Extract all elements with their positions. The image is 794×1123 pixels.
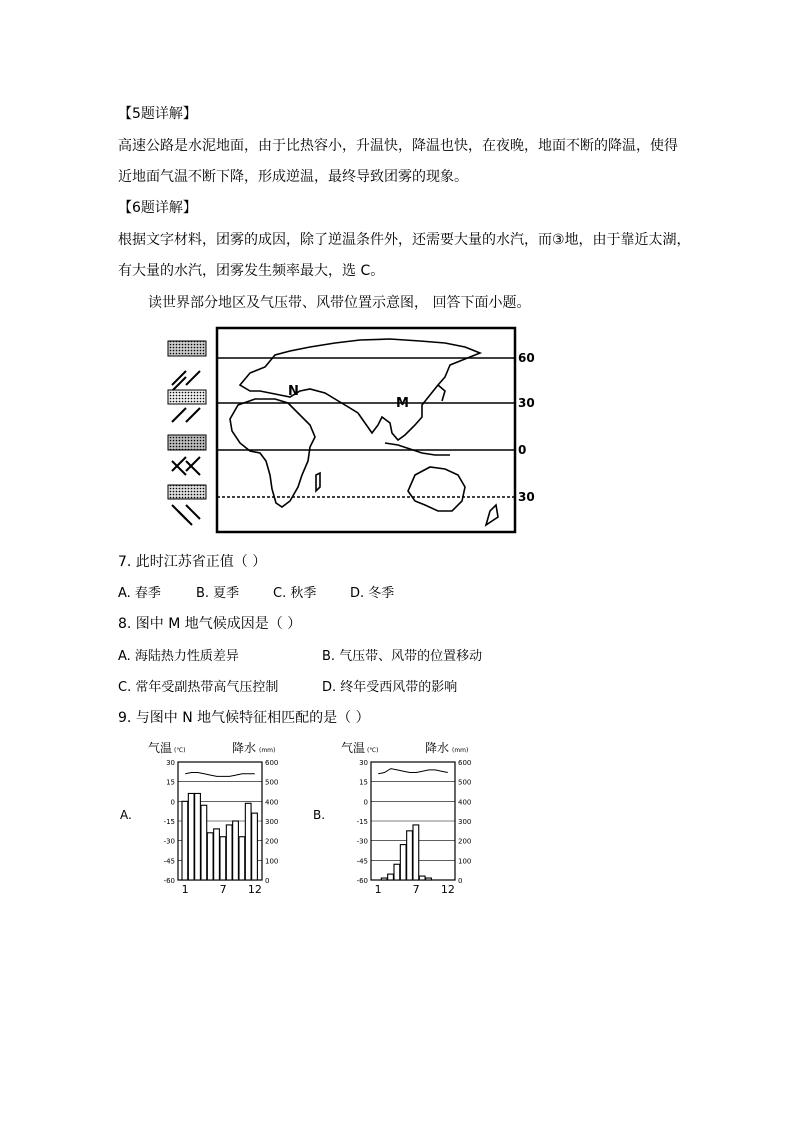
precip-bar	[426, 878, 432, 880]
month-tick-label: 12	[440, 883, 455, 896]
temp-axis-title: 气温	[341, 741, 366, 755]
precip-bar	[245, 803, 251, 880]
temp-axis-unit: (℃)	[174, 747, 186, 754]
temp-tick-label: -30	[356, 837, 368, 846]
temp-tick-label: 15	[166, 778, 175, 787]
precip-tick-label: 400	[458, 798, 472, 807]
precip-bar	[407, 831, 413, 880]
precip-tick-label: 300	[458, 818, 472, 826]
precip-bar	[195, 793, 201, 880]
world-pressure-wind-map	[160, 325, 540, 537]
climate-chart-b	[333, 740, 483, 900]
precip-tick-label: 0	[458, 877, 463, 885]
q7-option-a[interactable]: A. 春季	[118, 586, 161, 601]
temp-tick-label: -45	[356, 857, 368, 866]
precip-tick-label: 100	[265, 857, 279, 866]
wind-arrows-se-2	[172, 505, 200, 525]
lat-label-30n: 30	[518, 396, 535, 410]
precip-tick-label: 100	[458, 857, 472, 866]
temp-axis-unit: (℃)	[367, 747, 379, 754]
temp-tick-label: 30	[166, 759, 175, 767]
precip-bar	[233, 821, 239, 880]
q7-option-d[interactable]: D. 冬季	[350, 586, 395, 601]
precip-bar	[226, 825, 232, 880]
temp-tick-label: -45	[163, 857, 175, 866]
q9-option-b-label[interactable]: B.	[313, 808, 326, 822]
section5-text-line2: 近地面气温不断下降，形成逆温，最终导致团雾的现象。	[118, 169, 468, 185]
q8-option-b[interactable]: B. 气压带、风带的位置移动	[322, 649, 483, 664]
precip-bar	[239, 837, 245, 880]
precip-tick-label: 400	[265, 798, 279, 807]
temp-tick-label: 0	[170, 798, 175, 807]
section6-text-line1: 根据文字材料，团雾的成因，除了逆温条件外，还需要大量的水汽，而③地，由于靠近太湖，	[118, 232, 691, 248]
precip-bar	[394, 864, 400, 880]
precip-bar	[400, 845, 406, 880]
precip-bar	[388, 874, 394, 880]
q8-stem: 8. 图中 M 地气候成因是（ ）	[118, 616, 302, 632]
temp-tick-label: -30	[163, 837, 175, 846]
precip-tick-label: 300	[265, 818, 279, 826]
q8-option-c[interactable]: C. 常年受副热带高气压控制	[118, 680, 279, 695]
temp-tick-label: -60	[356, 877, 368, 885]
precip-bar	[419, 876, 425, 880]
precip-bar	[252, 813, 258, 880]
temp-tick-label: -60	[163, 877, 175, 885]
wind-arrows-sw	[172, 408, 200, 422]
q7-stem: 7. 此时江苏省正值（ ）	[118, 554, 267, 570]
precip-bar	[207, 833, 213, 880]
precip-tick-label: 500	[265, 778, 279, 787]
temp-axis-title: 气温	[148, 741, 173, 755]
q7-option-b[interactable]: B. 夏季	[196, 586, 240, 601]
point-M-label: M	[396, 396, 409, 411]
temp-tick-label: 0	[363, 798, 368, 807]
section6-text-line2: 有大量的水汽，团雾发生频率最大，选 C。	[118, 263, 385, 279]
temp-tick-label: 15	[359, 778, 368, 787]
precip-axis-title: 降水	[232, 741, 257, 755]
q9-option-a-label[interactable]: A.	[120, 808, 132, 822]
precip-bar	[214, 829, 220, 880]
temp-tick-label: -15	[163, 818, 175, 826]
precip-bar	[201, 805, 207, 880]
q7-option-c[interactable]: C. 秋季	[273, 586, 317, 601]
month-tick-label: 1	[181, 883, 189, 896]
precip-bar	[220, 837, 226, 880]
precip-tick-label: 0	[265, 877, 270, 885]
precip-tick-label: 600	[265, 759, 279, 767]
precip-bar	[413, 825, 419, 880]
section5-heading: 【5题详解】	[118, 106, 197, 122]
q8-option-a[interactable]: A. 海陆热力性质差异	[118, 649, 239, 664]
precip-axis-unit: (mm)	[452, 747, 469, 754]
precip-tick-label: 200	[265, 837, 279, 846]
month-tick-label: 12	[247, 883, 262, 896]
q9-stem: 9. 与图中 N 地气候特征相匹配的是（ ）	[118, 710, 370, 726]
lat-label-60: 60	[518, 351, 535, 365]
month-tick-label: 7	[219, 883, 227, 896]
temp-tick-label: -15	[356, 818, 368, 826]
precip-bar	[188, 793, 194, 880]
precip-bar	[182, 801, 188, 880]
temp-tick-label: 30	[359, 759, 368, 767]
precip-tick-label: 600	[458, 759, 472, 767]
precip-tick-label: 500	[458, 778, 472, 787]
map-legend	[168, 341, 206, 525]
precip-bar	[381, 878, 387, 880]
month-tick-label: 1	[374, 883, 382, 896]
month-tick-label: 7	[412, 883, 420, 896]
section5-text-line1: 高速公路是水泥地面，由于比热容小，升温快，降温也快，在夜晚，地面不断的降温，使得	[118, 138, 678, 154]
precip-tick-label: 200	[458, 837, 472, 846]
temperature-line	[378, 769, 448, 774]
temperature-line	[185, 773, 255, 777]
map-intro: 读世界部分地区及气压带、风带位置示意图， 回答下面小题。	[148, 295, 531, 311]
lat-label-30s: 30	[518, 490, 535, 504]
q8-option-d[interactable]: D. 终年受西风带的影响	[322, 680, 458, 695]
point-N-label: N	[288, 384, 299, 399]
lat-label-0: 0	[518, 443, 527, 457]
wind-arrows-ne	[172, 371, 200, 391]
climate-chart-a	[140, 740, 290, 900]
precip-axis-title: 降水	[425, 741, 450, 755]
precip-axis-unit: (mm)	[259, 747, 276, 754]
section6-heading: 【6题详解】	[118, 200, 197, 216]
